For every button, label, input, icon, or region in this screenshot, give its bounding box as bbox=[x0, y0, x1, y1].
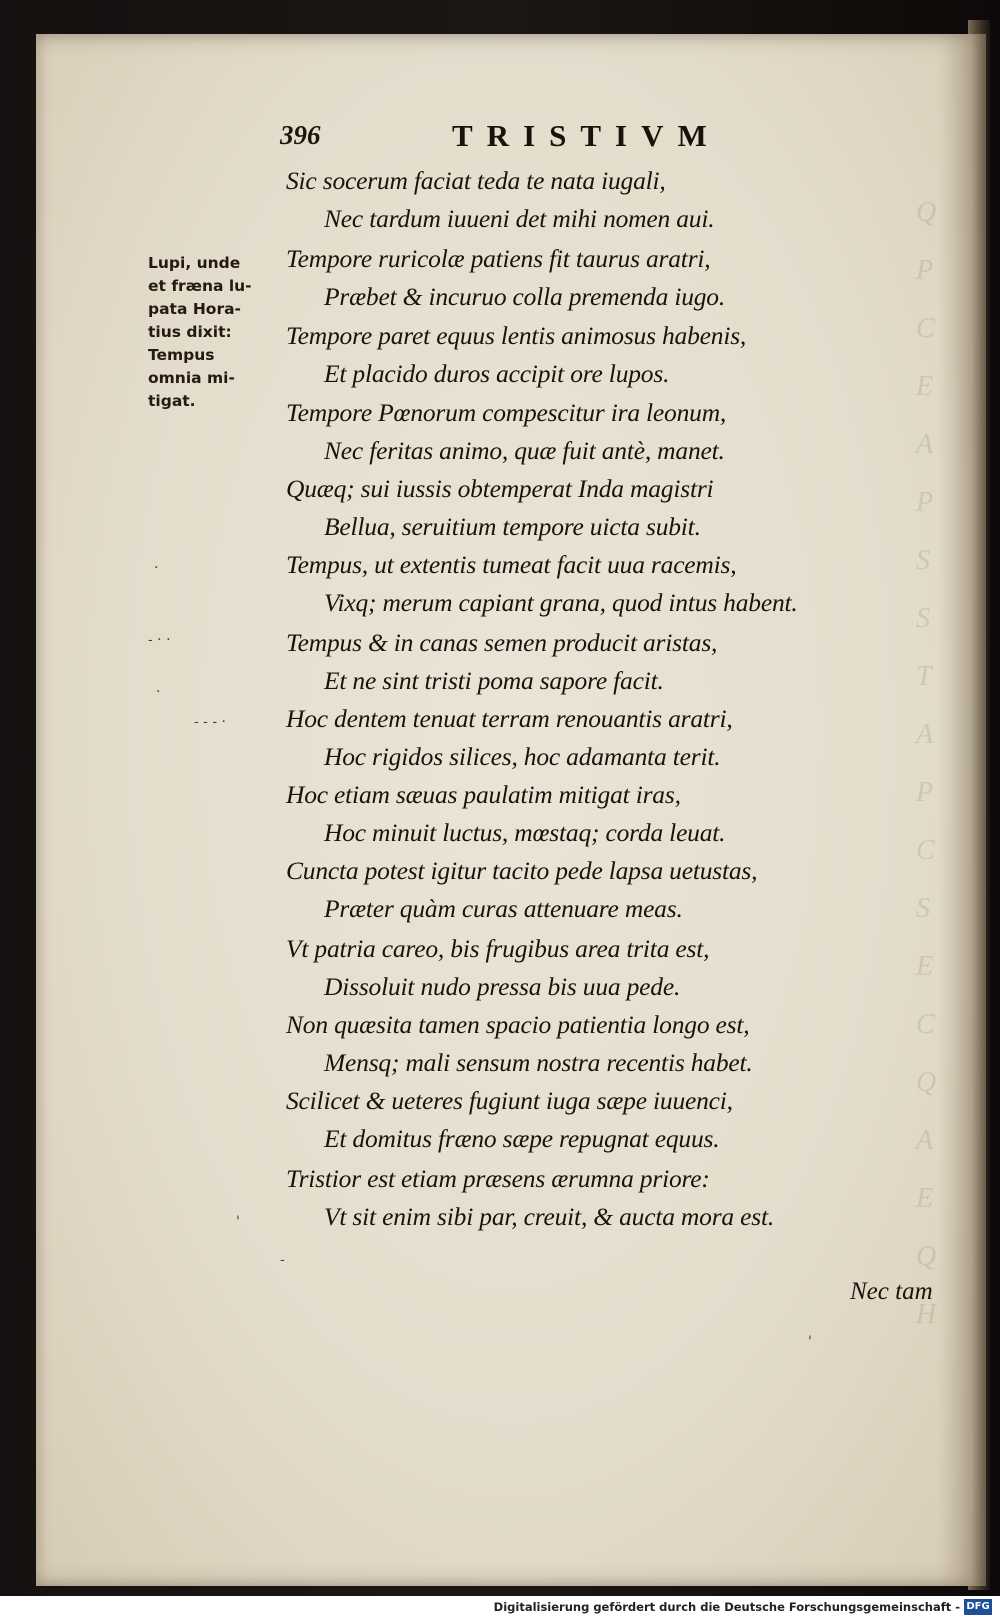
verse-line: Præbet & incuruo colla premenda iugo. bbox=[324, 282, 726, 311]
marginal-note: Lupi, unde et fræna lu- pata Hora- tius dixit: Tempus omnia mi- tigat. bbox=[148, 254, 252, 410]
verse-line: Hoc minuit luctus, mœstaq; corda leuat. bbox=[324, 818, 726, 847]
verse-line: Dissoluit nudo pressa bis uua pede. bbox=[324, 972, 681, 1001]
verse-line: Scilicet & ueteres fugiunt iuga sæpe iuuenci, bbox=[286, 1086, 733, 1115]
catchword: Nec tam bbox=[850, 1278, 933, 1305]
verse-line: Tempore Pœnorum compescitur ira leonum, bbox=[286, 398, 727, 427]
verse-line: Hoc rigidos silices, hoc adamanta terit. bbox=[324, 742, 721, 771]
verse-line: Bellua, seruitium tempore uicta subit. bbox=[324, 512, 701, 541]
verse-line: Tempore paret equus lentis animosus habenis, bbox=[286, 321, 747, 350]
verse-line: Sic socerum faciat teda te nata iugali, bbox=[286, 166, 666, 195]
verse-line: Hoc dentem tenuat terram renouantis aratri, bbox=[286, 704, 733, 733]
verse-line: Quæq; sui iussis obtemperat Inda magistri bbox=[286, 474, 714, 503]
verse-line: Præter quàm curas attenuare meas. bbox=[324, 894, 683, 923]
verse-line: Tempus, ut extentis tumeat facit uua racemis, bbox=[286, 550, 737, 579]
verse-line: Tempore ruricolæ patiens fit taurus aratri, bbox=[286, 244, 711, 273]
verse-line: Hoc etiam sæuas paulatim mitigat iras, bbox=[286, 780, 681, 809]
verse-line: Non quæsita tamen spacio patientia longo est, bbox=[286, 1010, 750, 1039]
verse-line: Et placido duros accipit ore lupos. bbox=[324, 359, 670, 388]
verse-line: Vixq; merum capiant grana, quod intus habent. bbox=[324, 588, 798, 617]
poem-text bbox=[36, 34, 986, 1586]
running-title: TRISTIVM bbox=[452, 118, 721, 153]
verse-line: Mensq; mali sensum nostra recentis habet. bbox=[324, 1048, 753, 1077]
book-page: Q P C E A P S S T A P C S E C Q A E Q H 396 TRISTIVM Lupi, unde et fræna lu- pata Hora- tius dixit: Tempus omnia mi- tigat. Sic socerum faciat teda te nata iugali, Nec tardum iuueni det mihi nomen aui. Tempore ruricolæ patiens fit taurus aratri, Præbet & incuruo colla premenda iugo. Tempore paret equus lentis animosus habenis, Et placido duros accipit ore lupos. Tempore Pœnorum compescitur ira leonum, Nec feritas animo, quæ fuit antè, manet. Quæq; sui iussis obtemperat Inda magistri Bellua, seruitium tempore uicta subit. Tempus, ut extentis tumeat facit uua racemis, Vixq; merum capiant grana, quod intus habent. Tempus & in canas semen producit aristas, Et ne sint tristi poma sapore facit. Hoc dentem tenuat terram renouantis aratri, Hoc rigidos silices, hoc adamanta terit. Hoc etiam sæuas paulatim mitigat iras, Hoc minuit luctus, mœstaq; corda leuat. Cuncta potest igitur tacito pede lapsa uetustas, Præter quàm curas attenuare meas. Vt patria careo, bis frugibus area trita est, Dissoluit nudo pressa bis uua pede. Non quæsita tamen spacio patientia longo est, Mensq; mali sensum nostra recentis habet. Scilicet & ueteres fugiunt iuga sæpe iuuenci, Et domitus fræno sæpe repugnat equus. Tristior est etiam præsens ærumna priore: Vt sit enim sibi par, creuit, & aucta mora est. Nec tam · - · · · - - - · ' - ' bbox=[36, 34, 986, 1586]
verse-line: Tempus & in canas semen producit aristas, bbox=[286, 628, 718, 657]
verse-line: Vt sit enim sibi par, creuit, & aucta mora est. bbox=[324, 1202, 775, 1231]
verse-line: Cuncta potest igitur tacito pede lapsa uetustas, bbox=[286, 856, 758, 885]
dfg-credit: Digitalisierung gefördert durch die Deutsche Forschungsgemeinschaft - bbox=[493, 1600, 960, 1614]
page-number: 396 bbox=[280, 120, 321, 150]
verse-line: Et domitus fræno sæpe repugnat equus. bbox=[324, 1124, 720, 1153]
show-through-ink: Q P C E A P S S T A P C S E C Q A E Q H bbox=[916, 197, 937, 1330]
digitization-footer bbox=[0, 1596, 1000, 1620]
verse-line: Nec feritas animo, quæ fuit antè, manet. bbox=[324, 436, 725, 465]
verse-line: Et ne sint tristi poma sapore facit. bbox=[324, 666, 664, 695]
verse-line: Tristior est etiam præsens ærumna priore: bbox=[286, 1164, 710, 1193]
verse-line: Nec tardum iuueni det mihi nomen aui. bbox=[324, 204, 715, 233]
verse-line: Vt patria careo, bis frugibus area trita est, bbox=[286, 934, 710, 963]
dfg-logo: DFG bbox=[964, 1599, 992, 1615]
